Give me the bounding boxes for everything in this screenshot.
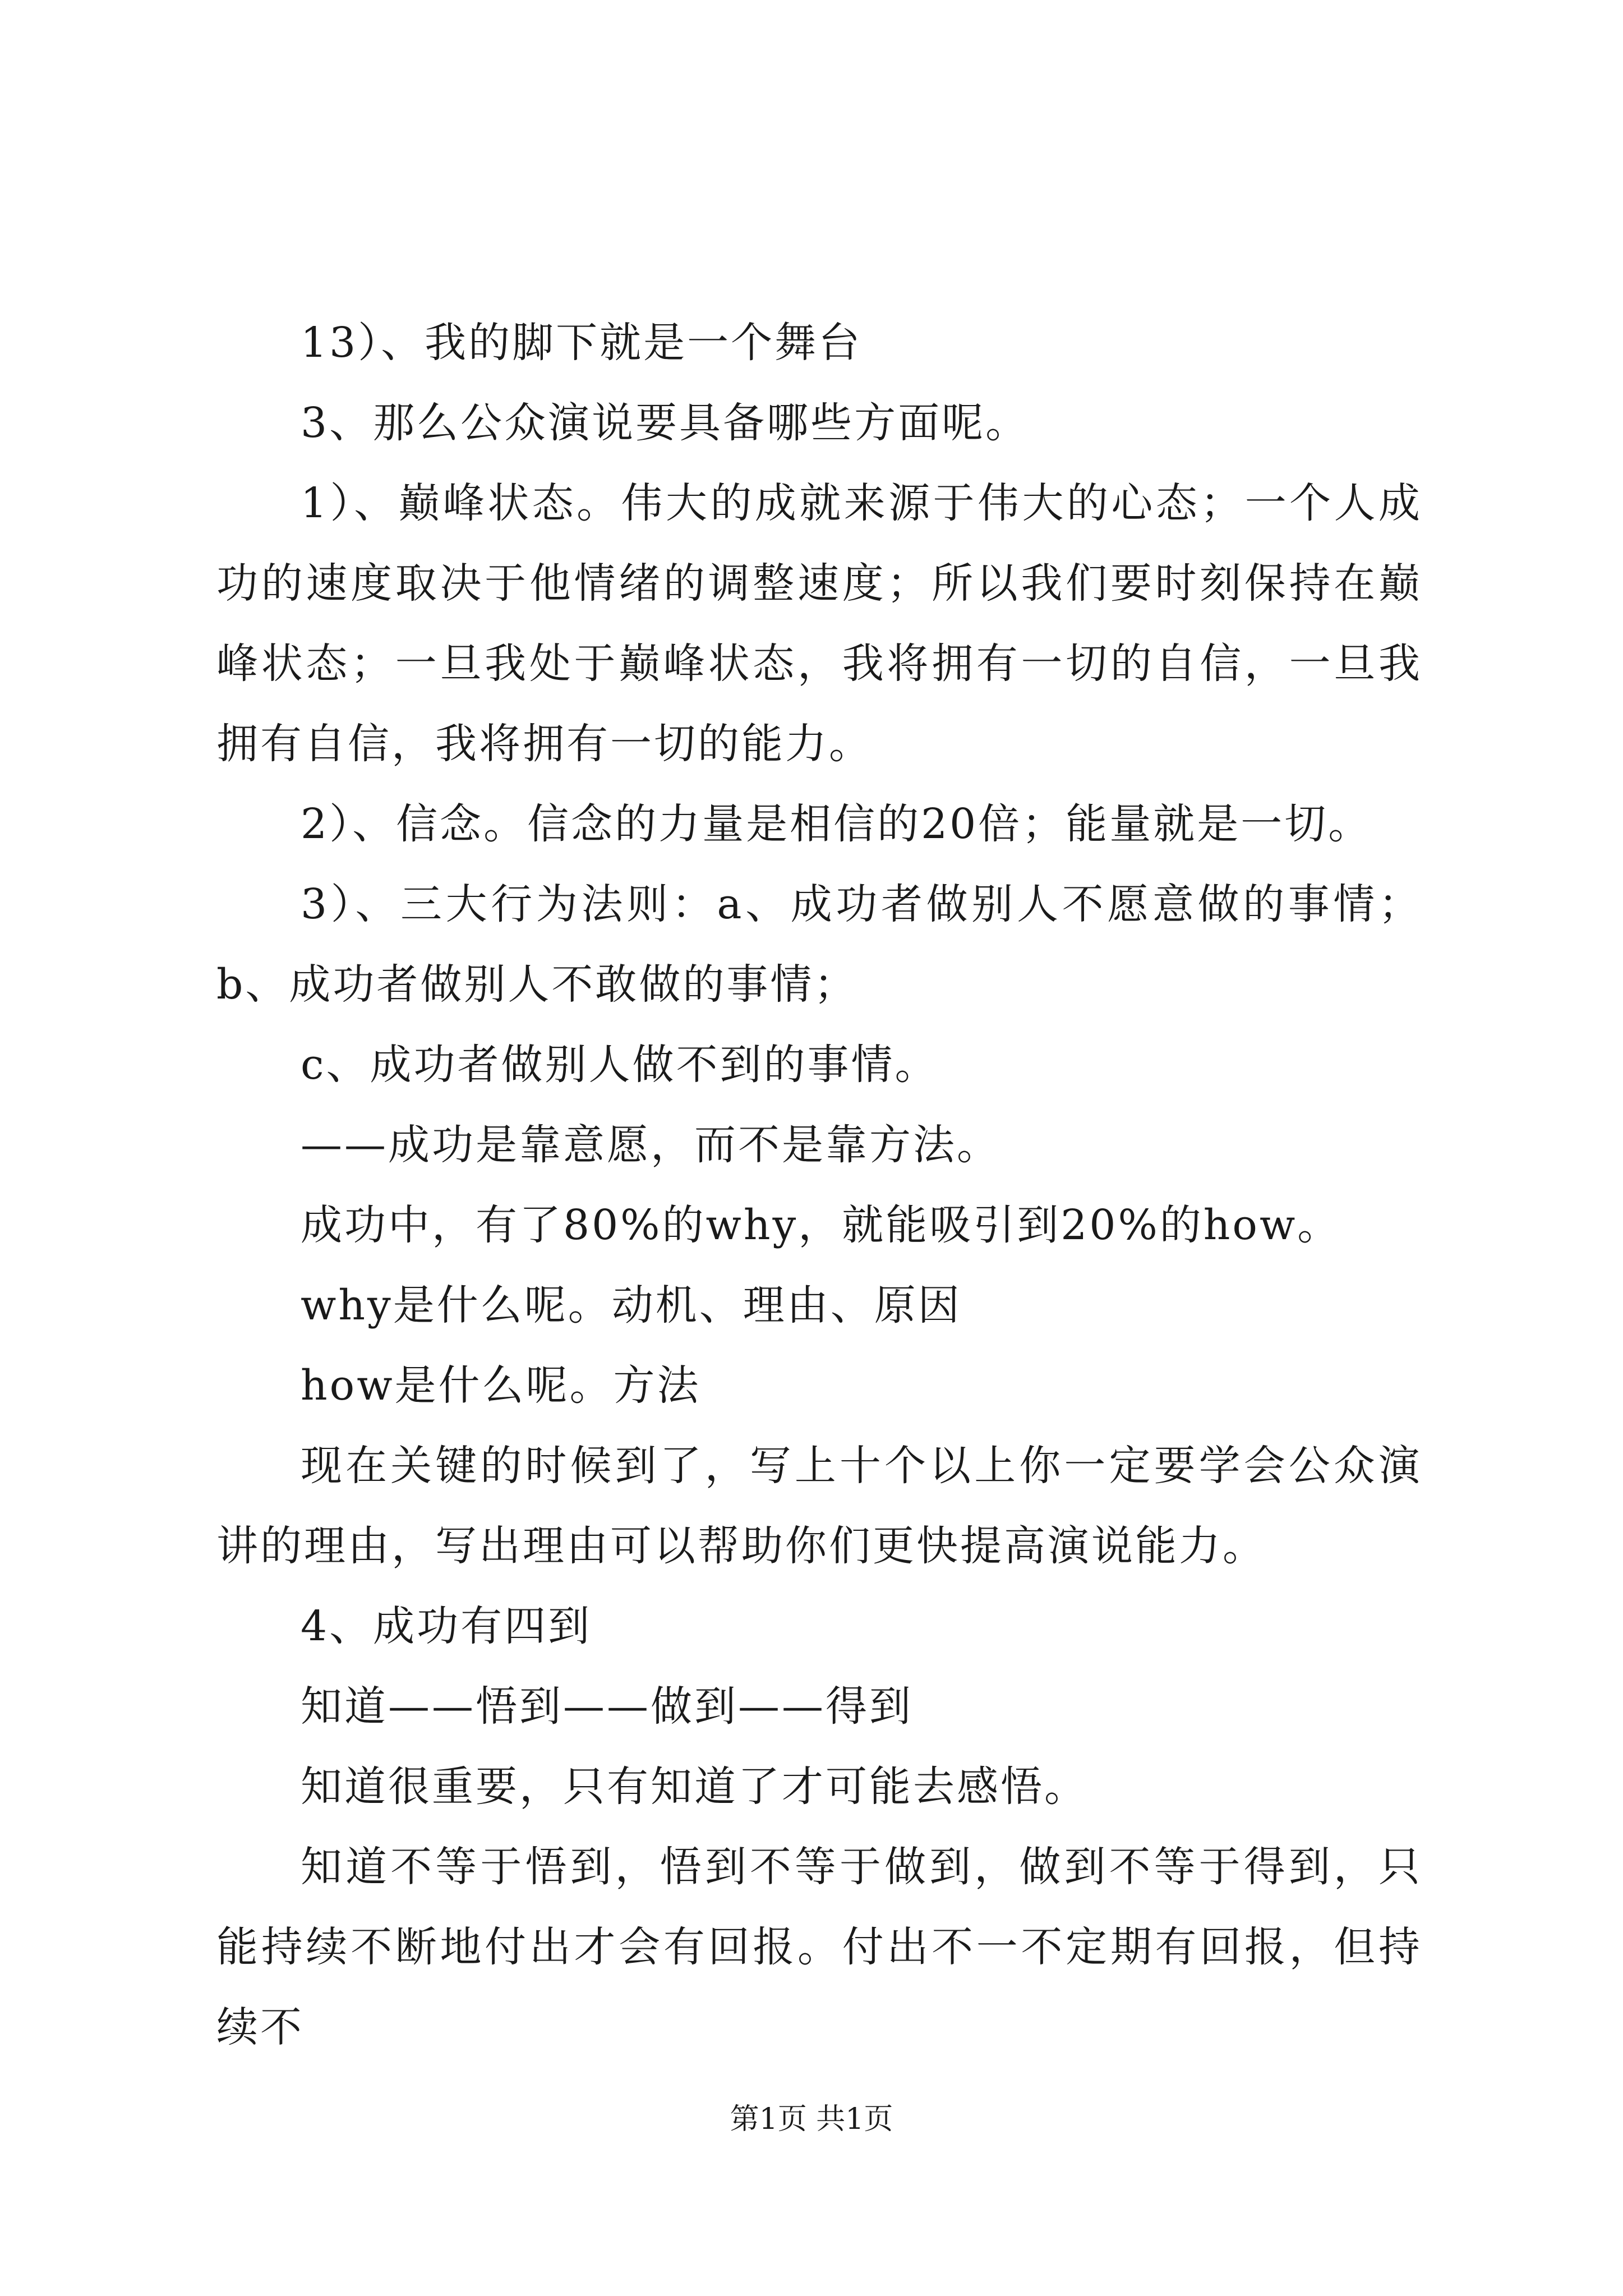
- paragraph: 4、成功有四到: [301, 1602, 592, 1650]
- paragraph: c、成功者做别人做不到的事情。: [301, 1041, 939, 1089]
- page-footer: [0, 2095, 1623, 2137]
- paragraph: why是什么呢。动机、理由、原因: [301, 1281, 962, 1329]
- paragraph: 知道——悟到——做到——得到: [301, 1682, 913, 1731]
- paragraph: ——成功是靠意愿，而不是靠方法。: [301, 1121, 1000, 1169]
- page-number-label: 第1页 共1页: [730, 2102, 893, 2136]
- paragraph: 3）、三大行为法则：a、成功者做别人不愿意做的事情；b、成功者做别人不敢做的事情；: [216, 880, 1422, 1009]
- paragraph: 3、那么公众演说要具备哪些方面呢。: [301, 399, 1030, 447]
- paragraph: 知道不等于悟到，悟到不等于做到，做到不等于得到，只能持续不断地付出才会有回报。付出不一不定期有回报，但持续不: [216, 1843, 1422, 2051]
- document-body: [216, 303, 1422, 2068]
- paragraph: 1）、巅峰状态。伟大的成就来源于伟大的心态；一个人成功的速度取决于他情绪的调整速度；所以我们要时刻保持在巅峰状态；一旦我处于巅峰状态，我将拥有一切的自信，一旦我拥有自信，我将拥有一切的能力。: [216, 479, 1422, 768]
- paragraph: 成功中，有了80%的why，就能吸引到20%的how。: [301, 1201, 1341, 1249]
- paragraph: 知道很重要，只有知道了才可能去感悟。: [301, 1763, 1088, 1811]
- paragraph: 现在关键的时候到了，写上十个以上你一定要学会公众演讲的理由，写出理由可以帮助你们更快提高演说能力。: [216, 1442, 1422, 1570]
- paragraph: 2）、信念。信念的力量是相信的20倍；能量就是一切。: [301, 800, 1372, 848]
- paragraph: how是什么呢。方法: [301, 1361, 701, 1410]
- paragraph: 13）、我的脚下就是一个舞台: [301, 319, 863, 367]
